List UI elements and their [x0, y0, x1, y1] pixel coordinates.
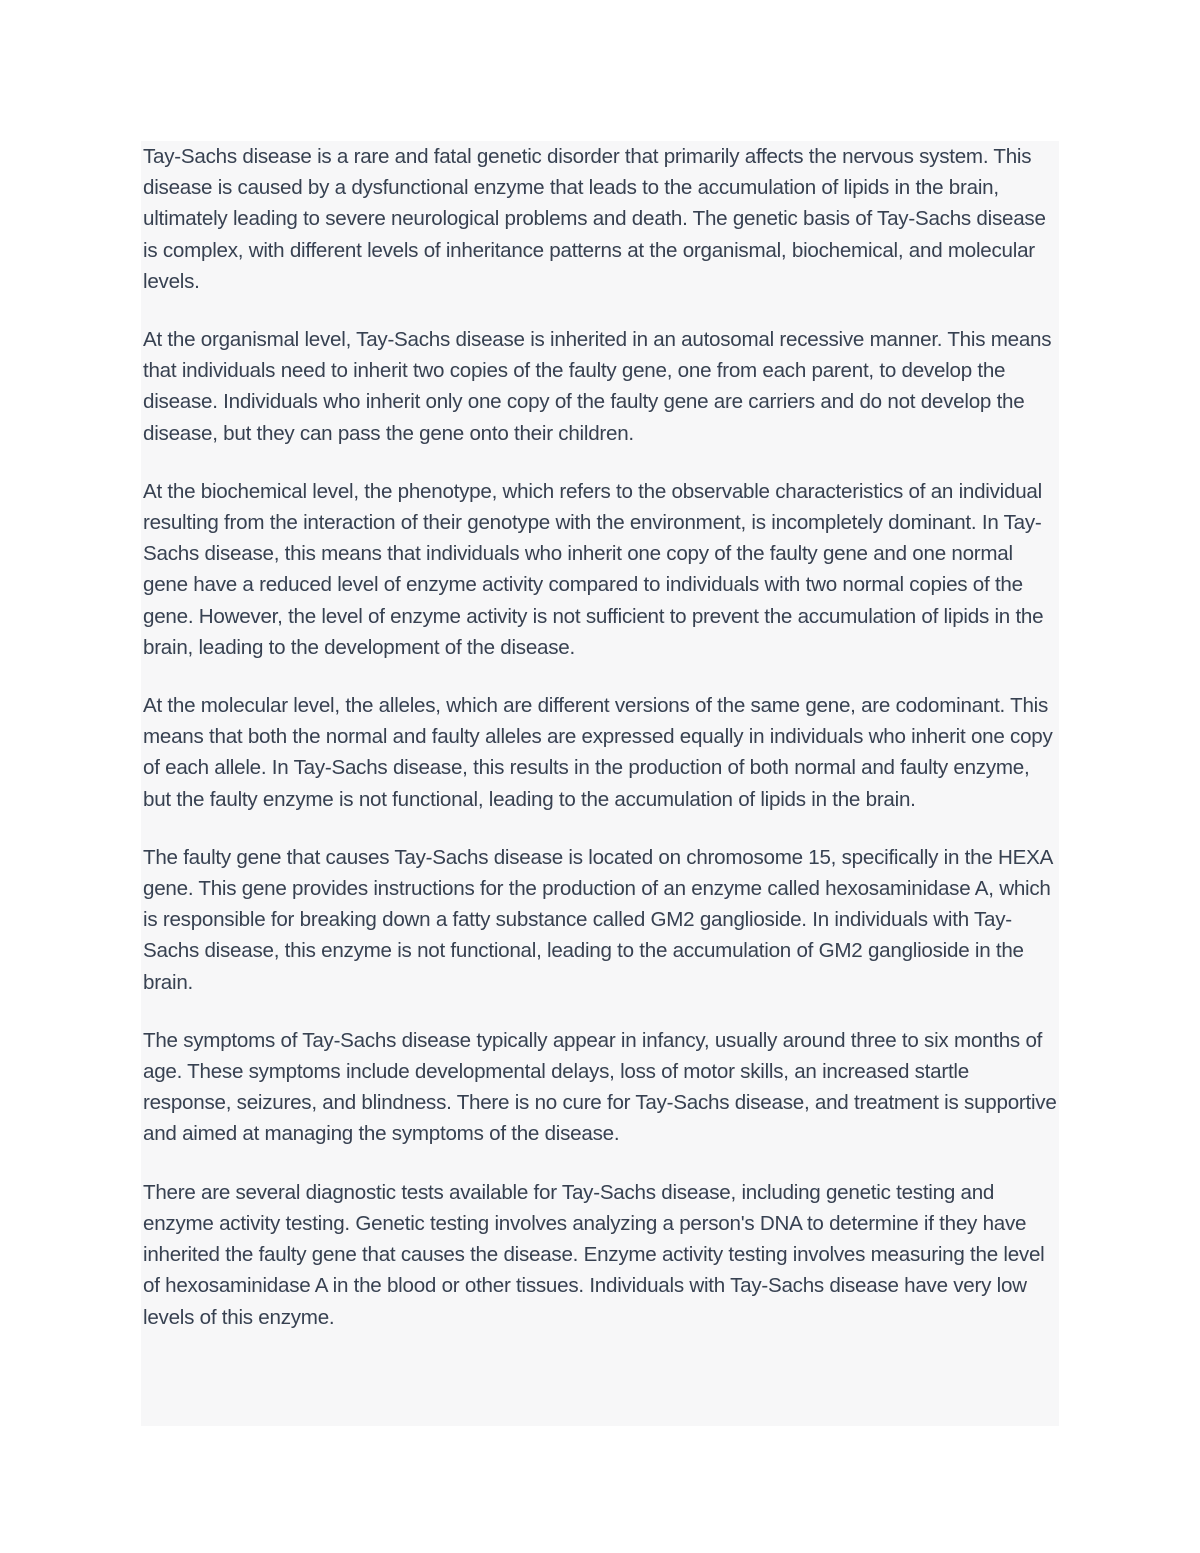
paragraph-6: The symptoms of Tay-Sachs disease typically appear in infancy, usually around three to six months of age. These symptoms include developmental delays, loss of motor skills, an increased startle response, seizures, and blindness. There is no cure for Tay-Sachs disease, and treatment is supportive and aimed at managing the symptoms of the disease. [143, 1028, 1057, 1146]
paragraph-7: There are several diagnostic tests available for Tay-Sachs disease, including genetic testing and enzyme activity testing. Genetic testing involves analyzing a person's DNA to determine if they have inherited the faulty gene that causes the disease. Enzyme activity testing involves measuring the level of hexosaminidase A in the blood or other tissues. Individuals with Tay-Sachs disease have very low levels of this enzyme. [143, 1180, 1045, 1329]
paragraph-2: At the organismal level, Tay-Sachs disease is inherited in an autosomal recessive manner. This means that individuals need to inherit two copies of the faulty gene, one from each parent, to develop the disease. Individuals who inherit only one copy of the faulty gene are carriers and do not develop the disease, but they can pass the gene onto their children. [143, 328, 1052, 445]
paragraph-4: At the molecular level, the alleles, which are different versions of the same gene, are codominant. This means that both the normal and faulty alleles are expressed equally in individuals who inherit one copy of each allele. In Tay-Sachs disease, this results in the production of both normal and faulty enzyme, but the faulty enzyme is not functional, leading to the accumulation of lipids in the brain. [143, 694, 1053, 811]
paragraph-5: The faulty gene that causes Tay-Sachs disease is located on chromosome 15, specifically in the HEXA gene. This gene provides instructions for the production of an enzyme called hexosaminidase A, which is responsible for breaking down a fatty substance called GM2 ganglioside. In individuals with Tay-Sachs disease, this enzyme is not functional, leading to the accumulation of GM2 ganglioside in the brain. [143, 845, 1052, 994]
paragraph-3: At the biochemical level, the phenotype, which refers to the observable characteristics of an individual resulting from the interaction of their genotype with the environment, is incompletely dominant. In Tay-Sachs disease, this means that individuals who inherit one copy of the faulty gene and one normal gene have a reduced level of enzyme activity compared to individuals with two normal copies of the gene. However, the level of enzyme activity is not sufficient to prevent the accumulation of lipids in the brain, leading to the development of the disease. [143, 479, 1044, 659]
paragraph-1: Tay-Sachs disease is a rare and fatal genetic disorder that primarily affects the nervous system. This disease is caused by a dysfunctional enzyme that leads to the accumulation of lipids in the brain, ultimately leading to severe neurological problems and death. The genetic basis of Tay-Sachs disease is complex, with different levels of inheritance patterns at the organismal, biochemical, and molecular levels. [143, 145, 1046, 293]
text-block [141, 141, 1059, 1426]
